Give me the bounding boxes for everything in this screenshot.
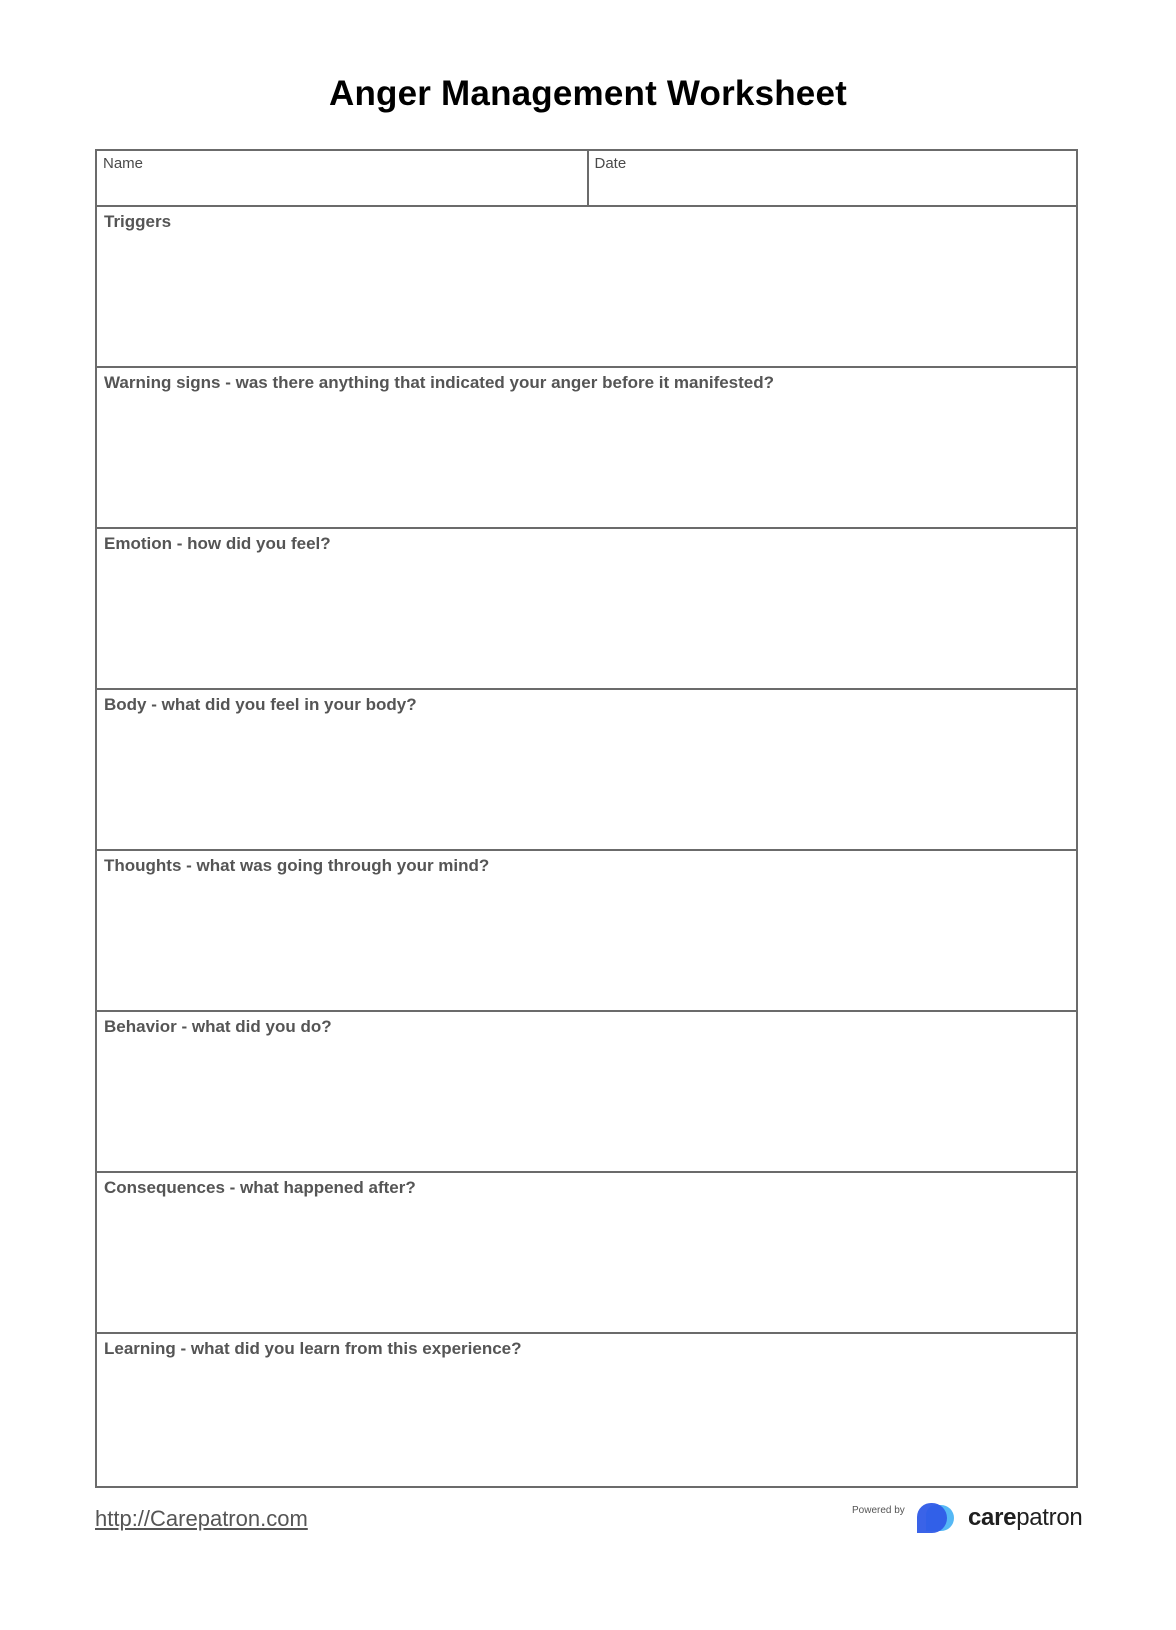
section-label: Learning - what did you learn from this experience?: [104, 1339, 522, 1358]
wordmark-bold: care: [968, 1504, 1017, 1531]
carepatron-link[interactable]: http://Carepatron.com: [95, 1506, 308, 1531]
section-triggers[interactable]: [97, 207, 1076, 368]
section-learning[interactable]: [97, 1334, 1076, 1486]
wordmark-regular: patron: [1016, 1504, 1083, 1531]
section-label: Emotion - how did you feel?: [104, 534, 331, 553]
section-warning-signs[interactable]: [97, 368, 1076, 529]
page-title: Anger Management Worksheet: [329, 74, 847, 113]
date-field[interactable]: [587, 151, 1077, 205]
section-label: Warning signs - was there anything that indicated your anger before it manifested?: [104, 373, 775, 392]
section-label: Triggers: [104, 212, 172, 231]
section-consequences[interactable]: [97, 1173, 1076, 1334]
section-label: Behavior - what did you do?: [104, 1017, 332, 1036]
section-thoughts[interactable]: [97, 851, 1076, 1012]
section-label: Thoughts - what was going through your mind?: [104, 856, 490, 875]
section-label: Consequences - what happened after?: [104, 1178, 416, 1197]
name-label: Name: [103, 155, 144, 172]
section-label: Body - what did you feel in your body?: [104, 695, 417, 714]
section-behavior[interactable]: [97, 1012, 1076, 1173]
carepatron-logo-icon: [916, 1501, 964, 1535]
worksheet-form: [95, 149, 1078, 1488]
section-emotion[interactable]: [97, 529, 1076, 690]
name-field[interactable]: [97, 151, 587, 205]
powered-by-label: Powered by: [852, 1505, 905, 1516]
date-label: Date: [594, 155, 627, 172]
section-body[interactable]: [97, 690, 1076, 851]
header-row: [97, 151, 1076, 207]
carepatron-wordmark: [968, 1504, 1082, 1532]
carepatron-brand: [852, 1498, 1082, 1538]
